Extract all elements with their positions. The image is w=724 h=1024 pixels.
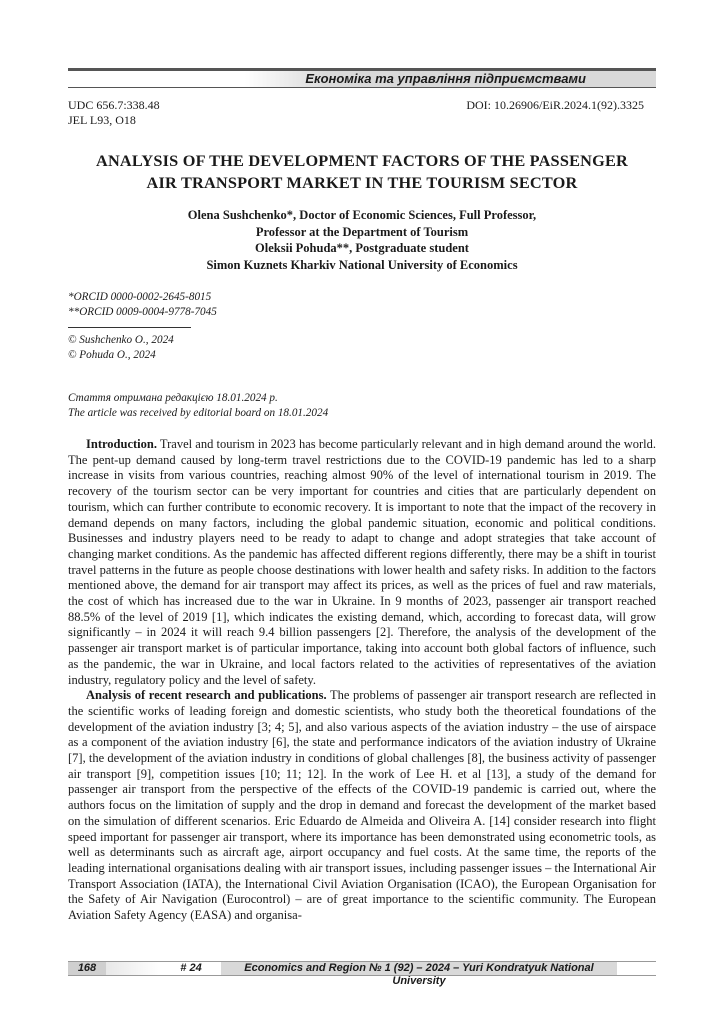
author-line-2: Professor at the Department of Tourism [255,224,469,239]
jel-code: JEL L93, O18 [68,113,136,127]
issue-number: # 24 [180,962,202,974]
running-header [68,68,656,88]
copyright-block [68,333,174,363]
journal-footer-title: Economics and Region № 1 (92) – 2024 – Yuri Kondratyuk National University [221,962,617,975]
orcid-1: *ORCID 0000-0002-2645-8015 [68,291,212,303]
received-ua: Стаття отримана редакцією 18.01.2024 р. [68,392,278,404]
intro-text: Travel and tourism in 2023 has become particularly relevant and in high demand around the world. The pent-up demand caused by long-term travel restrictions due to the COVID-19 pandemic has led to a sharp increase in visits from various countries, reaching almost 90% of the level of international tourism in 2019. The recovery of the tourism sector can be very important for countries and cities that are particularly dependent on tourism, which can further contribute to economic recovery. It is important to note that the impact of the recovery in demand depends on many factors, including the global pandemic situation, economic and political conditions. Businesses and industry players need to be ready to adapt to change and adopt strategies that take account of changing market conditions. As the pandemic has affected different regions differently, there may be a shift in tourist travel patterns in the future as people choose destinations with lower health and safety risks. In addition to the factors mentioned above, the demand for air transport may affect its prices, as well as the prices of fuel and raw materials, the cost of which has increased due to the war in Ukraine. In 9 months of 2023, passenger air transport reached 88.5% of the level of 2019 [1], which indicates the existing demand, which, according to forecast data, will grow significantly – in 2024 it will reach 9.4 billion passengers [2]. Therefore, the analysis of the development of the passenger air transport market is of particular importance, taking into account both global factors of influence, such as the pandemic, the war in Ukraine, and local factors related to the activities of representatives of the aviation industry, regulatory policy and the level of safety. [68,437,656,687]
journal-title-ua: Економіка та управління підприємствами [245,71,656,87]
article-title [68,150,656,194]
received-en: The article was received by editorial board on 18.01.2024 [68,407,329,419]
classification-codes [68,98,160,128]
analysis-heading: Analysis of recent research and publications. [86,688,327,703]
article-body [68,437,656,924]
orcid-2: **ORCID 0009-0004-9778-7045 [68,306,217,318]
title-line-2: AIR TRANSPORT MARKET IN THE TOURISM SECTOR [146,173,578,192]
affiliation: Simon Kuznets Kharkiv National University of Economics [206,257,518,272]
running-footer [68,961,656,987]
author-block [68,207,656,273]
doi: DOI: 10.26906/EiR.2024.1(92).3325 [466,98,644,112]
udc-code: UDC 656.7:338.48 [68,98,160,112]
copyright-1: © Sushchenko O., 2024 [68,334,174,346]
analysis-paragraph [68,688,656,924]
title-line-1: ANALYSIS OF THE DEVELOPMENT FACTORS OF THE PASSENGER [96,151,628,170]
analysis-text: The problems of passenger air transport research are reflected in the scientific works of leading foreign and domestic scientists, who study both the theoretical foundations of the development of the aviation industry [3; 4; 5], and also various aspects of the aviation industry – the use of airspace as a component of the aviation industry [6], the state and performance indicators of the aviation industry of Ukraine [7], the development of the aviation industry in conditions of global challenges [8], the business activity of passenger air transport [9], competition issues [10; 11; 12]. In the work of Lee H. et al [13], a study of the demand for passenger air transport from the perspective of the effects of the COVID-19 pandemic is carried out, where the authors focus on the limitation of supply and the drop in demand and forecast the development of the market based on the simulation of different scenarios. Eric Eduardo de Almeida and Oliveira A. [14] consider research into flight speed important for passenger air transport, where its importance has been demonstrated using econometric tools, as well as determinants such as aircraft age, airport occupancy and fuel costs. At the same time, the reports of the leading international organisations dealing with air transport issues, including passenger issues – the International Air Transport Association (IATA), the International Civil Aviation Organisation (ICAO), the European Organisation for the Safety of Air Navigation (Eurocontrol) – are of great importance to the scientific community. The European Aviation Safety Agency (EASA) and organisa- [68,688,656,923]
copyright-2: © Pohuda O., 2024 [68,349,156,361]
intro-paragraph [68,437,656,688]
page-number: 168 [68,962,106,975]
author-line-3: Oleksii Pohuda**, Postgraduate student [255,241,469,255]
received-note [68,391,328,421]
orcid-block [68,290,217,320]
separator-line [68,327,191,328]
intro-heading: Introduction. [86,437,157,451]
footer-spacer [106,962,161,975]
author-line-1: Olena Sushchenko*, Doctor of Economic Sciences, Full Professor, [187,208,537,222]
